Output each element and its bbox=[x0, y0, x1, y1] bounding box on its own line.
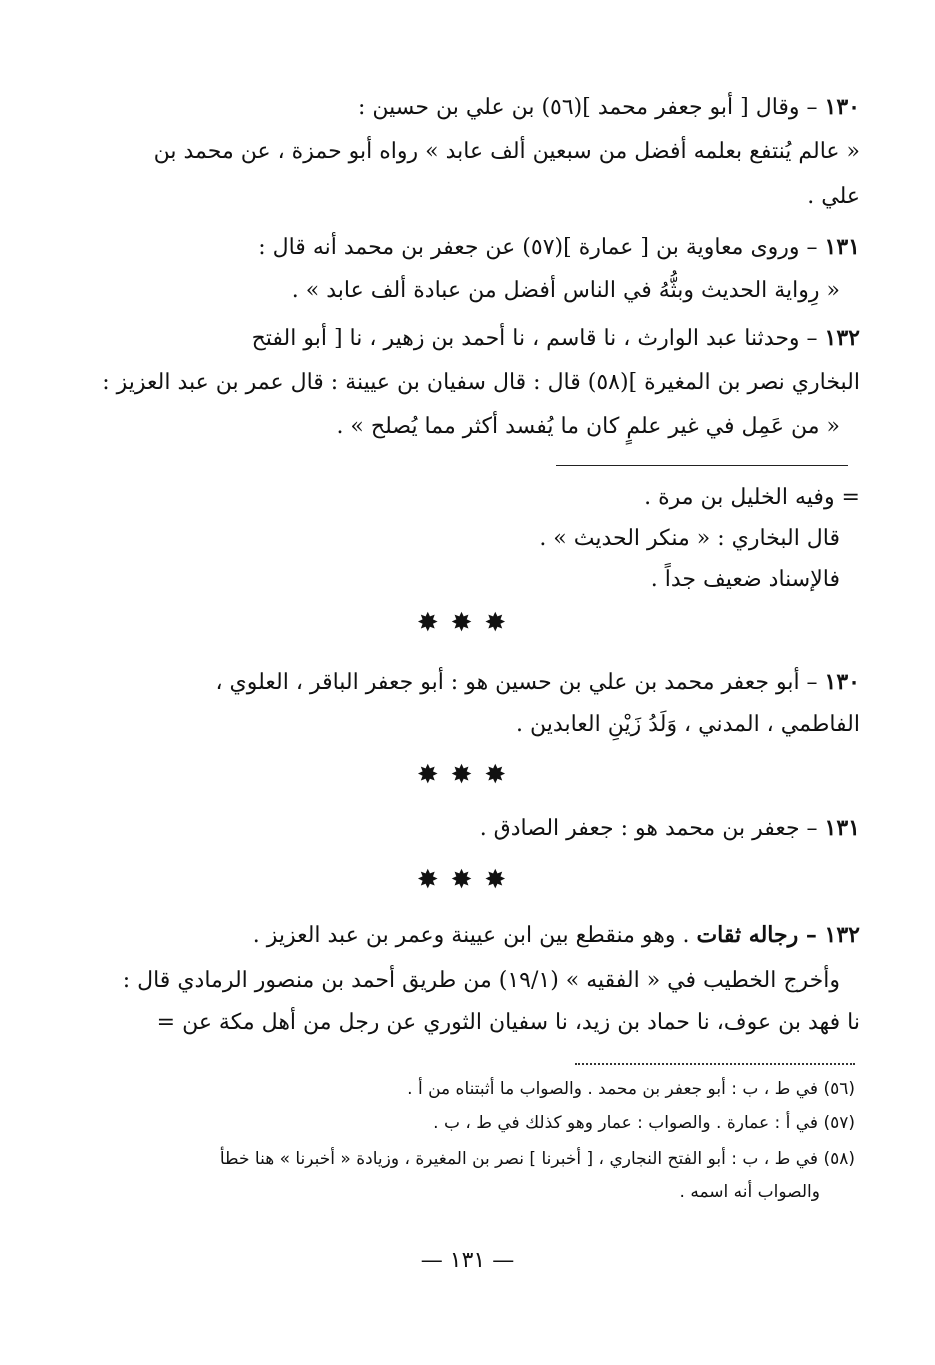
text-span: – أبو جعفر محمد بن علي بن حسين هو : أبو جعفر الباقر ، العلوي ، bbox=[215, 670, 825, 695]
footnote: (٥٨) في ط ، ب : أبو الفتح النجاري ، [ أخبرنا ] نصر بن المغيرة ، وزيادة « أخبرنا » هنا خطأ bbox=[219, 1149, 855, 1169]
text-line bbox=[252, 323, 860, 354]
footnote-separator bbox=[575, 1063, 855, 1065]
footnote: (٥٦) في ط ، ب : أبو جعفر بن محمد . والصواب ما أثبتناه من أ . bbox=[407, 1079, 855, 1099]
commentary-line bbox=[480, 813, 860, 844]
separator-rule bbox=[556, 465, 848, 466]
footnote: (٥٧) في أ : عمارة . والصواب : عمار وهو كذلك في ط ، ب . bbox=[433, 1113, 855, 1133]
star-divider: ✸✸✸ bbox=[416, 865, 519, 895]
entry-number: ١٣٢ bbox=[824, 325, 860, 351]
text-line: البخاري نصر بن المغيرة ](٥٨) قال : قال سفيان بن عيينة : قال عمر بن عبد العزيز : bbox=[102, 370, 860, 395]
footnote: والصواب أنه اسمه . bbox=[679, 1182, 820, 1202]
entry-number: ١٣١ bbox=[824, 234, 860, 260]
commentary-line: الفاطمي ، المدني ، وَلَدُ زَيْنِ العابدين . bbox=[516, 712, 860, 737]
text-line: « رِواية الحديث وبثُّهُ في الناس أفضل من عبادة ألف عابد » . bbox=[291, 278, 840, 303]
star-divider: ✸✸✸ bbox=[416, 608, 519, 638]
text-span: . وهو منقطع بين ابن عيينة وعمر بن عبد العزيز . bbox=[252, 923, 697, 948]
text-line bbox=[358, 92, 860, 123]
entry-number: ١٣٠ bbox=[824, 94, 860, 120]
commentary-line bbox=[253, 920, 860, 951]
text-line bbox=[258, 232, 860, 263]
star-divider: ✸✸✸ bbox=[416, 760, 519, 790]
page-number: — ١٣١ — bbox=[420, 1248, 515, 1273]
commentary-line: = وفيه الخليل بن مرة . bbox=[644, 485, 860, 510]
commentary-line bbox=[215, 667, 860, 698]
text-span: – جعفر بن محمد هو : جعفر الصادق . bbox=[479, 816, 825, 841]
text-span: – وروى معاوية بن [ عمارة ](٥٧) عن جعفر بن محمد أنه قال : bbox=[258, 235, 825, 260]
text-span: – وحدثنا عبد الوارث ، نا قاسم ، نا أحمد بن زهير ، نا [ أبو الفتح bbox=[251, 326, 825, 351]
commentary-line: نا فهد بن عوف، نا حماد بن زيد، نا سفيان الثوري عن رجل من أهل مكة عن = bbox=[156, 1010, 860, 1035]
text-span: – وقال [ أبو جعفر محمد ](٥٦) بن علي بن حسين : bbox=[357, 95, 825, 120]
commentary-line: فالإسناد ضعيف جداً . bbox=[650, 567, 840, 592]
bold-phrase: – رجاله ثقات bbox=[696, 922, 825, 948]
text-line: « من عَمِل في غير علمٍ كان ما يُفسد أكثر مما يُصلح » . bbox=[336, 414, 840, 439]
entry-number: ١٣١ bbox=[824, 815, 860, 841]
entry-number: ١٣٠ bbox=[824, 669, 860, 695]
text-line: علي . bbox=[807, 184, 860, 209]
entry-number: ١٣٢ bbox=[824, 922, 860, 948]
commentary-line: قال البخاري : « منكر الحديث » . bbox=[539, 526, 840, 551]
text-line: « عالم يُنتفع بعلمه أفضل من سبعين ألف عابد » رواه أبو حمزة ، عن محمد بن bbox=[153, 139, 860, 164]
commentary-line: وأخرج الخطيب في « الفقيه » (١٩/١) من طريق أحمد بن منصور الرمادي قال : bbox=[122, 968, 840, 993]
